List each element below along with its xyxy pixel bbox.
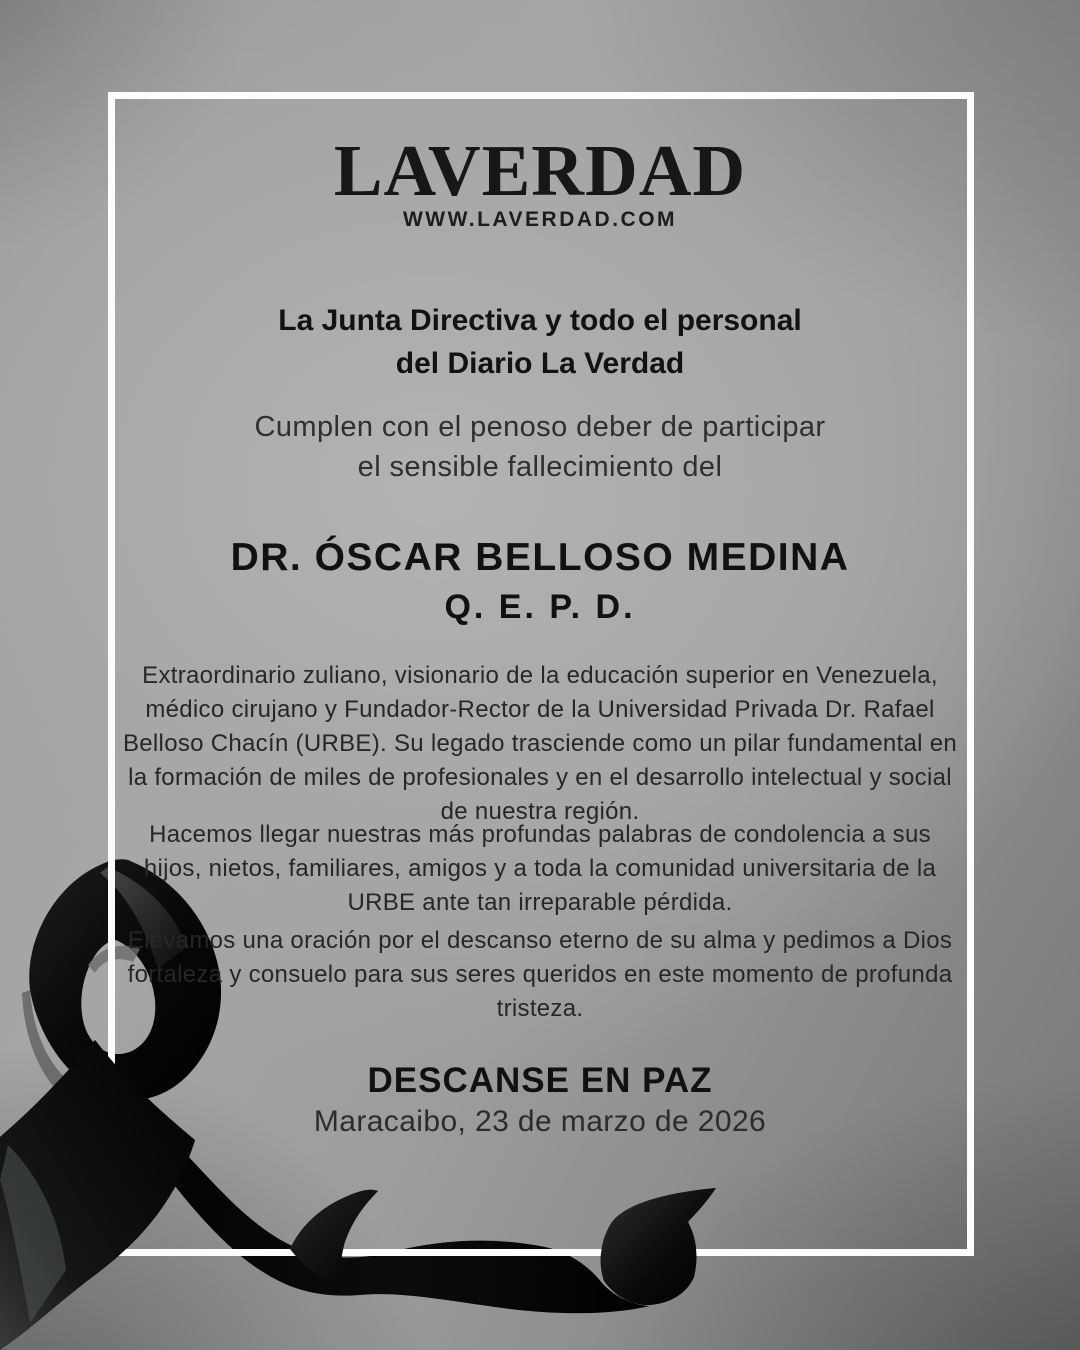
condolence-paragraph: Hacemos llegar nuestras más profundas palabras de condolencia a sus hijos, nietos, familiares, amigos y a toda la comunidad universitaria de la URBE ante tan irreparable pérdida.	[143, 821, 937, 916]
issuer-line-1: La Junta Directiva y todo el personal	[278, 304, 802, 337]
tribute-paragraph: Extraordinario zuliano, visionario de la educación superior en Venezuela, médico cirujano y Fundador-Rector de la Universidad Privada Dr. Rafael Belloso Chacín (URBE). Su legado trasciende como un pilar fundamental en la formación de miles de profesionales y en el desarrollo intelectual y social de nuestra región.	[122, 662, 958, 825]
newspaper-logo: LAVERDAD	[333, 130, 747, 211]
issuer-line-2: del Diario La Verdad	[395, 347, 685, 380]
deceased-name: DR. ÓSCAR BELLOSO MEDINA	[230, 536, 850, 579]
announcement-line-1: Cumplen con el penoso deber de participar	[254, 411, 826, 443]
newspaper-website: WWW.LAVERDAD.COM	[402, 208, 678, 231]
farewell-heading: DESCANSE EN PAZ	[367, 1061, 713, 1100]
prayer-paragraph: Elevamos una oración por el descanso eterno de su alma y pedimos a Dios fortaleza y consuelo para sus seres queridos en este momento de profunda tristeza.	[127, 927, 953, 1022]
announcement-line-2: el sensible fallecimiento del	[357, 451, 723, 483]
issuer-statement	[0, 299, 1080, 385]
rip-abbreviation: Q. E. P. D.	[444, 588, 636, 626]
announcement-statement	[0, 407, 1080, 487]
dateline: Maracaibo, 23 de marzo de 2026	[313, 1105, 767, 1138]
